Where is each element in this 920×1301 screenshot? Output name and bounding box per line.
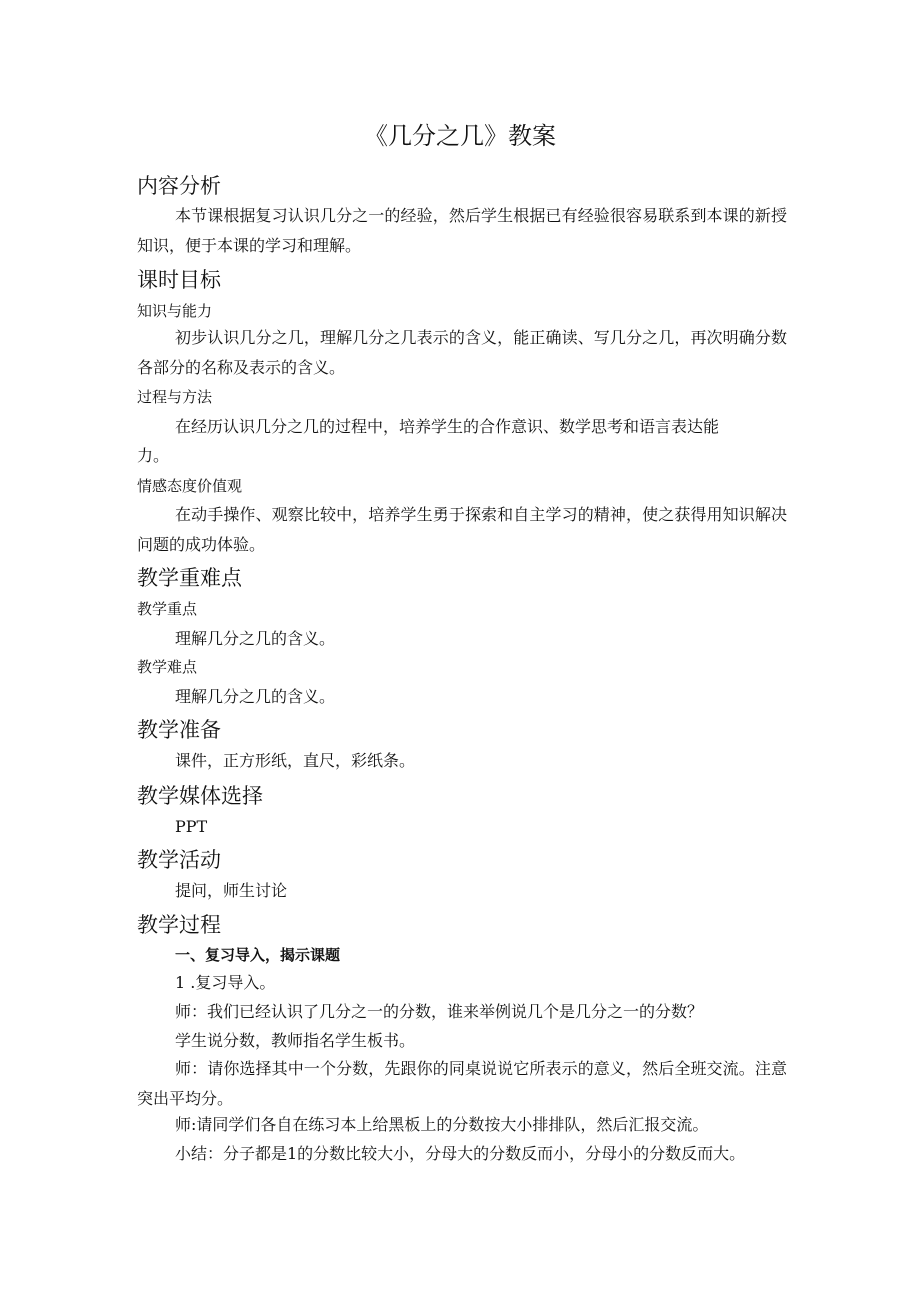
emotion-paragraph: 在动手操作、观察比较中，培养学生勇于探索和自主学习的精神，使之获得用知识解决问题的成功体验。	[137, 505, 787, 554]
process-line-a: 师：我们已经认识了几分之一的分数，谁来举例说几个是几分之一的分数？	[175, 1002, 704, 1021]
heading-activity: 教学活动	[137, 848, 221, 872]
item-1: 1 .复习导入。	[175, 973, 276, 992]
process-line-d: 师:请同学们各自在练习本上给黑板上的分数按大小排排队，然后汇报交流。	[175, 1115, 709, 1134]
label-key-point: 教学重点	[137, 600, 198, 618]
process-line-b: 学生说分数，教师指名学生板书。	[175, 1031, 416, 1050]
heading-media: 教学媒体选择	[137, 784, 263, 808]
heading-preparation: 教学准备	[137, 718, 221, 742]
label-emotion: 情感态度价值观	[137, 477, 243, 495]
heading-process: 教学过程	[137, 913, 221, 937]
process-line-e: 小结：分子都是1的分数比较大小，分母大的分数反而小，分母小的分数反而大。	[175, 1144, 746, 1163]
label-knowledge: 知识与能力	[137, 302, 213, 320]
process-method-line-1: 在经历认识几分之几的过程中，培养学生的合作意识、数学思考和语言表达能	[175, 417, 720, 436]
heading-goals: 课时目标	[137, 268, 221, 292]
knowledge-paragraph: 初步认识几分之几，理解几分之几表示的含义，能正确读、写几分之几，再次明确分数各部分的名称及表示的含义。	[137, 328, 787, 377]
media-text: PPT	[175, 817, 208, 836]
key-point-text: 理解几分之几的含义。	[175, 629, 336, 648]
preparation-text: 课件，正方形纸，直尺，彩纸条。	[175, 751, 416, 770]
activity-text: 提问，师生讨论	[175, 881, 288, 900]
document-title: 《几分之几》教案	[364, 122, 556, 150]
analysis-paragraph: 本节课根据复习认识几分之一的经验，然后学生根据已有经验很容易联系到本课的新授知识，便于本课的学习和理解。	[137, 206, 787, 255]
heading-analysis: 内容分析	[137, 174, 221, 198]
label-difficult-point: 教学难点	[137, 658, 198, 676]
process-method-line-2: 力。	[137, 446, 170, 465]
heading-keypoints: 教学重难点	[137, 566, 242, 590]
difficult-point-text: 理解几分之几的含义。	[175, 687, 336, 706]
step-1-title: 一、复习导入，揭示课题	[175, 946, 341, 964]
label-process-method: 过程与方法	[137, 388, 213, 406]
process-line-c: 师：请你选择其中一个分数，先跟你的同桌说说它所表示的意义，然后全班交流。注意突出平均分。	[137, 1059, 787, 1108]
